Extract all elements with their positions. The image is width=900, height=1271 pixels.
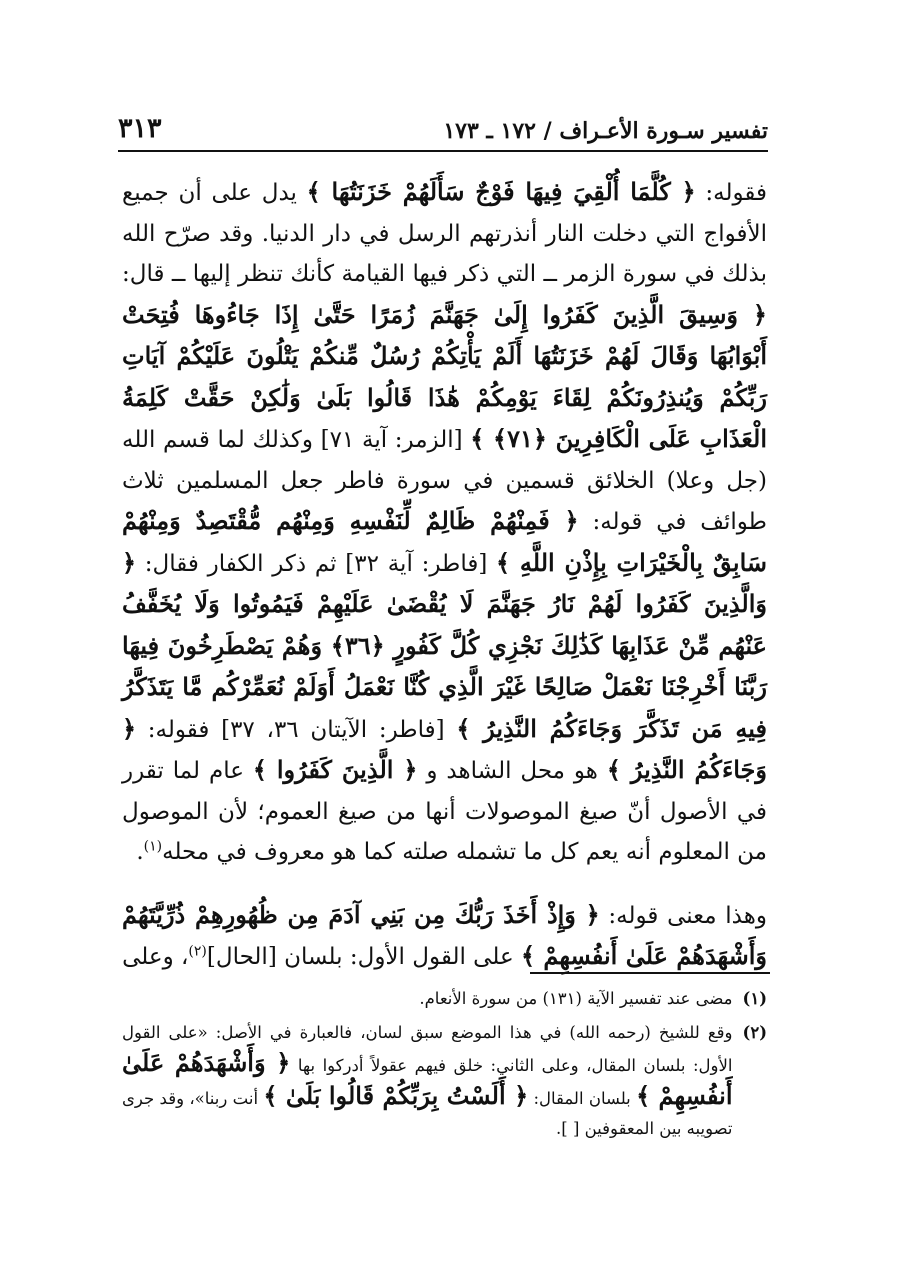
text-run: أنت ربنا»، وقد جرى تصويبه بين المعقوفين [ ].	[122, 1089, 733, 1138]
text-run: [فاطر: الآيتان ٣٦، ٣٧] فقوله:	[136, 716, 457, 743]
quran-verse: ﴿ وَالَّذِينَ كَفَرُوا لَهُمْ نَارُ جَهَنَّمَ لَا يُقْضَىٰ عَلَيْهِمْ فَيَمُوتُوا وَلَا يُخَفَّفُ عَنْهُم مِّنْ عَذَابِهَا كَذَٰلِكَ نَجْزِي كُلَّ كَفُورٍ ﴿٣٦﴾ وَهُمْ يَصْطَرِخُونَ فِيهَا رَبَّنَا أَخْرِجْنَا نَعْمَلْ صَالِحًا غَيْرَ الَّذِي كُنَّا نَعْمَلُ أَوَلَمْ نُعَمِّرْكُم مَّا يَتَذَكَّرُ فِيهِ مَن تَذَكَّرَ وَجَاءَكُمُ النَّذِيرُ ﴾	[122, 547, 768, 743]
text-run: ، وعلى	[122, 944, 189, 970]
text-run: وقع للشيخ (رحمه الله) في هذا الموضع سبق لسان، فالعبارة في الأصل: «على القول الأول: بلسان المقال، وعلى الثاني: خلق فيهم عقولاً أدركوا بها	[122, 1023, 733, 1075]
footnote-ref-1[interactable]: (١)	[143, 838, 163, 855]
quran-verse: ﴿ وَأَشْهَدَهُمْ عَلَىٰ أَنفُسِهِمْ ﴾	[122, 1048, 733, 1110]
body-text	[122, 172, 767, 978]
page-number: ٣١٣	[118, 113, 162, 144]
footnote-rule	[530, 972, 770, 974]
paragraph-2	[122, 895, 767, 978]
text-run: بلسان المقال:	[528, 1089, 637, 1108]
footnote-2	[122, 1018, 767, 1144]
header-rule	[118, 150, 768, 152]
quran-verse: ﴿ وَسِيقَ الَّذِينَ كَفَرُوا إِلَىٰ جَهَنَّمَ زُمَرًا حَتَّىٰ إِذَا جَاءُوهَا فُتِحَتْ أَبْوَابُهَا وَقَالَ لَهُمْ خَزَنَتُهَا أَلَمْ يَأْتِكُمْ رُسُلٌ مِّنكُمْ يَتْلُونَ عَلَيْكُمْ آيَاتِ رَبِّكُمْ وَيُنذِرُونَكُمْ لِقَاءَ يَوْمِكُمْ هَٰذَا قَالُوا بَلَىٰ وَلَٰكِنْ حَقَّتْ كَلِمَةُ الْعَذَابِ عَلَى الْكَافِرِينَ ﴿٧١﴾ ﴾	[122, 299, 767, 453]
running-title: تفسير سـورة الأعـراف / ١٧٢ ـ ١٧٣	[443, 118, 768, 144]
text-run: وهذا معنى قوله:	[599, 902, 767, 929]
footnote-number: (٢)	[742, 1023, 767, 1042]
text-run: [فاطر: آية ٣٢] ثم ذكر الكفار فقال:	[136, 550, 497, 577]
footnotes	[122, 984, 767, 1144]
footnote-1	[122, 984, 767, 1014]
quran-verse: ﴿ أَلَسْتُ بِرَبِّكُمْ قَالُوا بَلَىٰ ﴾	[263, 1081, 529, 1110]
quran-verse: ﴿ وَجَاءَكُمُ النَّذِيرُ ﴾	[122, 713, 767, 784]
quran-verse: ﴿ وَإِذْ أَخَذَ رَبُّكَ مِن بَنِي آدَمَ مِن ظُهُورِهِمْ ذُرِّيَّتَهُمْ وَأَشْهَدَهُمْ عَلَىٰ أَنفُسِهِمْ ﴾	[122, 899, 767, 970]
quran-verse: ﴿ فَمِنْهُمْ ظَالِمٌ لِّنَفْسِهِ وَمِنْهُم مُّقْتَصِدٌ وَمِنْهُمْ سَابِقٌ بِالْخَيْرَاتِ بِإِذْنِ اللَّهِ ﴾	[122, 506, 767, 577]
footnote-number: (١)	[742, 989, 767, 1008]
text-run: عام لما تقرر في الأصول أنّ صيغ الموصولات أنها من صيغ العموم؛ لأن الموصول من المعلوم أنه يعم كل ما تشمله صلته كما هو معروف في محله	[122, 758, 767, 865]
text-run: .	[136, 839, 144, 865]
text-run: على القول الأول: بلسان [الحال]	[206, 944, 521, 970]
text-run: [الزمر: آية ٧١] وكذلك لما قسم الله (جل وعلا) الخلائق قسمين في سورة فاطر جعل المسلمين ثلاث طوائف في قوله:	[122, 427, 767, 535]
quran-verse: ﴿ كُلَّمَا أُلْقِيَ فِيهَا فَوْجٌ سَأَلَهُمْ خَزَنَتُهَا ﴾	[306, 177, 696, 206]
footnote-text: مضى عند تفسير الآية (١٣١) من سورة الأنعام.	[419, 989, 733, 1008]
text-run: فقوله:	[695, 180, 767, 206]
footnote-text	[122, 1018, 733, 1144]
text-run: هو محل الشاهد و	[417, 758, 607, 784]
text-run: يدل على أن جميع الأفواج التي دخلت النار أنذرتهم الرسل في دار الدنيا. وقد صرّح الله بذلك في سورة الزمر ــ التي ذكر فيها القيامة كأنك تنظر إليها ــ قال:	[122, 180, 767, 287]
paragraph-1	[122, 172, 767, 873]
running-header	[118, 104, 768, 144]
quran-verse: ﴿ الَّذِينَ كَفَرُوا ﴾	[252, 755, 418, 784]
footnote-ref-2[interactable]: (٢)	[188, 943, 207, 960]
